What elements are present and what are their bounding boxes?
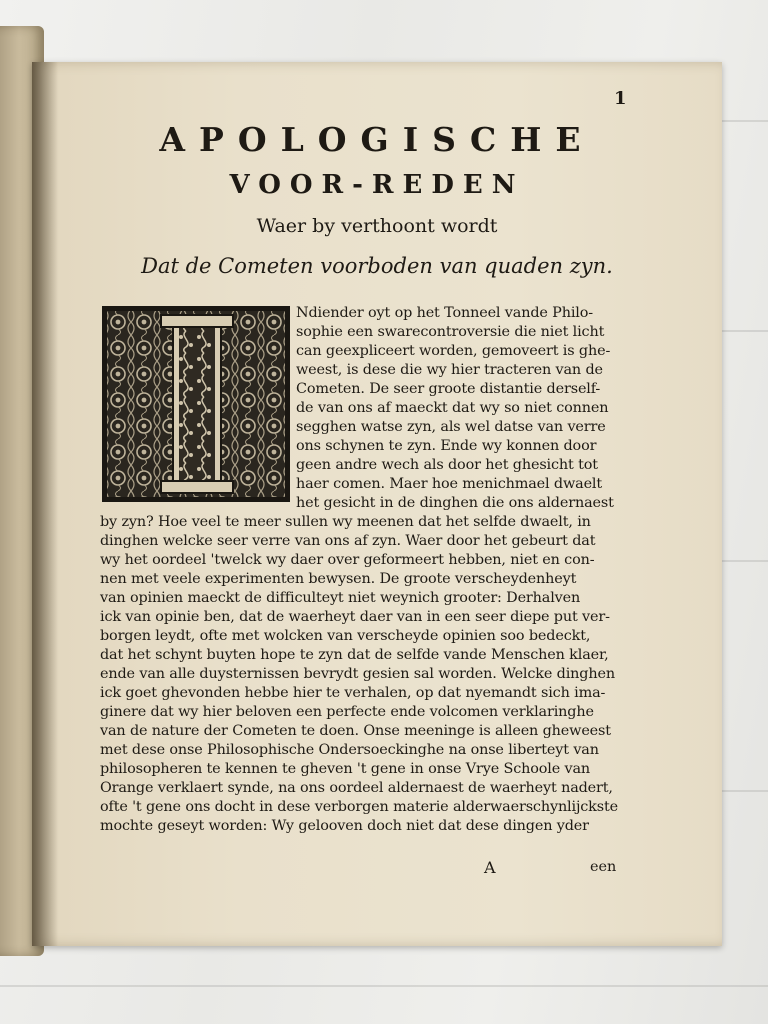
text-line: van de nature der Cometen te doen. Onse meeninge is alleen gheweest	[100, 723, 611, 739]
table-stripe	[0, 985, 768, 987]
text-line: nen met veele experimenten bewysen. De groote verscheydenheyt	[100, 571, 577, 587]
text-line: Ndiender oyt op het Tonneel vande Philo-	[296, 305, 593, 321]
text-line: ofte 't gene ons docht in dese verborgen materie alderwaerschynlijckste	[100, 799, 618, 815]
text-line: philosopheren te kennen te gheven 't gene in onse Vrye Schoole van	[100, 761, 591, 777]
text-line: sophie een swarecontroversie die niet licht	[296, 324, 605, 340]
page-intro: Waer by verthoont wordt	[256, 215, 498, 237]
text-line: het gesicht in de dinghen die ons aldernaest	[296, 495, 614, 511]
text-line: de van ons af maeckt dat wy so niet connen	[296, 400, 609, 416]
text-line: van opinien maeckt de difficulteyt niet weynich grooter: Derhalven	[100, 590, 581, 606]
text-line: haer comen. Maer hoe menichmael dwaelt	[296, 476, 603, 492]
text-line: borgen leydt, ofte met wolcken van verscheyde opinien soo bedeckt,	[100, 628, 591, 644]
text-line: wy het oordeel 'twelck wy daer over geformeert hebben, niet en con-	[100, 552, 595, 568]
text-line: mochte geseyt worden: Wy gelooven doch niet dat dese dingen yder	[100, 818, 589, 834]
text-line: ick goet ghevonden hebbe hier te verhalen, op dat nyemandt sich ima-	[100, 685, 606, 701]
page-subtitle: VOOR-REDEN	[229, 170, 525, 200]
text-line: ick van opinie ben, dat de waerheyt daer van in een seer diepe put ver-	[100, 609, 610, 625]
text-line: geen andre wech als door het ghesicht tot	[296, 457, 598, 473]
text-line: Cometen. De seer groote distantie derself-	[296, 381, 601, 397]
text-line: by zyn? Hoe veel te meer sullen wy meenen dat het selfde dwaelt, in	[100, 514, 591, 530]
ornamental-initial	[102, 306, 290, 502]
text-line: ons schynen te zyn. Ende wy konnen door	[296, 438, 597, 454]
text-line: ginere dat wy hier beloven een perfecte ende volcomen verklaringhe	[100, 704, 594, 720]
text-line: dinghen welcke seer verre van ons af zyn. Waer door het gebeurt dat	[100, 533, 596, 549]
catchword: een	[590, 859, 617, 875]
text-line: dat het schynt buyten hope te zyn dat de selfde vande Menschen klaer,	[100, 647, 609, 663]
book-page	[32, 62, 722, 946]
text-line: can geexpliceert worden, gemoveert is ghe-	[296, 343, 611, 359]
text-line: Orange verklaert synde, na ons oordeel aldernaest de waerheyt nadert,	[100, 780, 613, 796]
text-line: met dese onse Philosophische Ondersoeckinghe na onse liberteyt van	[100, 742, 599, 758]
page-thesis: Dat de Cometen voorboden van quaden zyn.	[141, 254, 613, 278]
page-number: 1	[614, 88, 627, 109]
page-title: APOLOGISCHE	[159, 120, 595, 159]
text-line: segghen watse zyn, als wel datse van verre	[296, 419, 606, 435]
text-line: ende van alle duysternissen bevrydt gesien sal worden. Welcke dinghen	[100, 666, 615, 682]
text-line: weest, is dese die wy hier tracteren van de	[296, 362, 603, 378]
ornamental-initial-art	[105, 309, 287, 499]
signature-mark: A	[484, 858, 496, 877]
